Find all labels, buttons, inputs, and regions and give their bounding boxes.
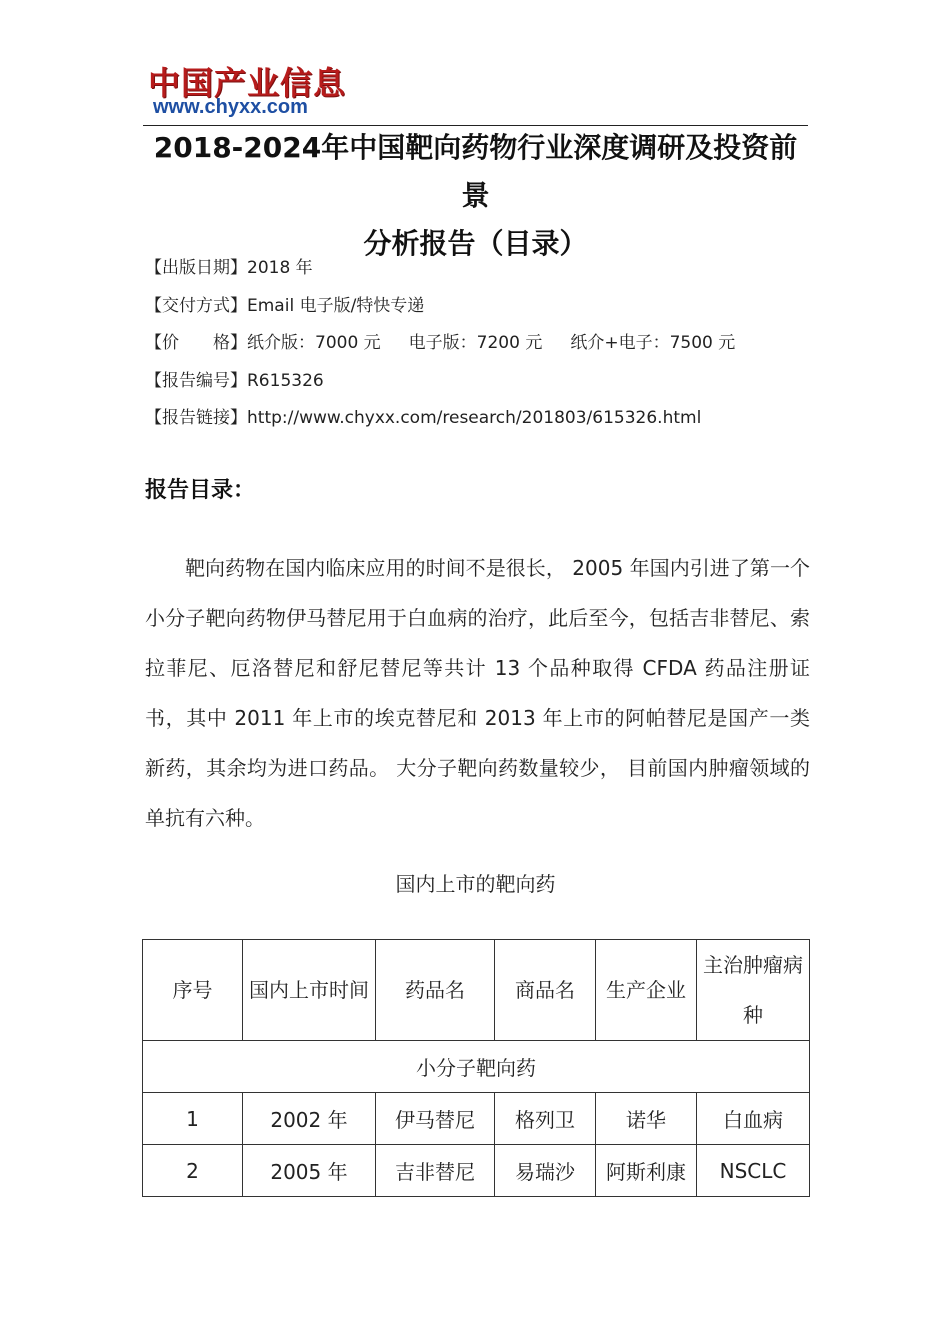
section-cell: 小分子靶向药 (143, 1041, 810, 1093)
header-cell: 商品名 (495, 940, 596, 1041)
table-cell: 2002 年 (243, 1093, 376, 1145)
meta-date-value: 2018 年 (247, 258, 313, 278)
table-section-row (143, 1041, 810, 1093)
report-meta (145, 250, 825, 438)
report-link[interactable]: http://www.chyxx.com/research/201803/615326.html (247, 408, 702, 428)
meta-code-label: 【报告编号】 (145, 370, 247, 391)
intro-paragraph: 靶向药物在国内临床应用的时间不是很长， 2005 年国内引进了第一个小分子靶向药物伊马替尼用于白血病的治疗，此后至今，包括吉非替尼、索拉菲尼、厄洛替尼和舒尼替尼等共计 13 个品种取得 CFDA 药品注册证书，其中 2011 年上市的埃克替尼和 2013 年上市的阿帕替尼是国产一类新药，其余均为进口药品。 大分子靶向药数量较少， 目前国内肿瘤领域的单抗有六种。 (145, 556, 810, 830)
page-title (143, 124, 808, 268)
table-row (143, 1093, 810, 1145)
header-cell: 国内上市时间 (243, 940, 376, 1041)
meta-date (145, 250, 825, 288)
meta-date-label: 【出版日期】 (145, 258, 247, 278)
price-digital: 电子版：7200 元 (408, 333, 543, 353)
logo-brand-text: 中国产业信息 (148, 64, 347, 102)
price-paper: 纸介版：7000 元 (247, 333, 381, 353)
meta-delivery (145, 288, 825, 326)
meta-delivery-label: 【交付方式】 (145, 295, 247, 316)
table-cell: 诺华 (596, 1093, 697, 1145)
table-cell: 1 (143, 1093, 243, 1145)
table-caption: 国内上市的靶向药 (395, 872, 556, 896)
logo (143, 52, 355, 124)
table-cell: 2 (143, 1145, 243, 1197)
logo-url: www.chyxx.com (153, 96, 308, 118)
toc-heading: 报告目录： (145, 478, 256, 503)
meta-price (145, 325, 825, 363)
table-header-row (143, 940, 810, 1041)
table-cell: 2005 年 (243, 1145, 376, 1197)
table-cell: 白血病 (697, 1093, 810, 1145)
meta-link-label: 【报告链接】 (145, 408, 247, 428)
title-line-1: 2018-2024年中国靶向药物行业深度调研及投资前景 (153, 131, 798, 212)
table-cell: 伊马替尼 (376, 1093, 495, 1145)
header-cell: 生产企业 (596, 940, 697, 1041)
header-cell: 序号 (143, 940, 243, 1041)
header-cell: 药品名 (376, 940, 495, 1041)
meta-link (145, 400, 825, 438)
title-line-2: 分析报告（目录） (363, 227, 588, 260)
drug-table (142, 939, 810, 1197)
table-cell: 吉非替尼 (376, 1145, 495, 1197)
table-row (143, 1145, 810, 1197)
table-cell: NSCLC (697, 1145, 810, 1197)
meta-delivery-value: Email 电子版/特快专递 (247, 295, 425, 316)
table-cell: 格列卫 (495, 1093, 596, 1145)
table-cell: 阿斯利康 (596, 1145, 697, 1197)
meta-price-label: 【价 格】 (145, 333, 247, 353)
price-both: 纸介+电子：7500 元 (570, 333, 736, 353)
meta-code-value: R615326 (247, 370, 324, 391)
table-cell: 易瑞沙 (495, 1145, 596, 1197)
header-cell: 主治肿瘤病种 (697, 940, 810, 1041)
meta-code (145, 363, 825, 401)
